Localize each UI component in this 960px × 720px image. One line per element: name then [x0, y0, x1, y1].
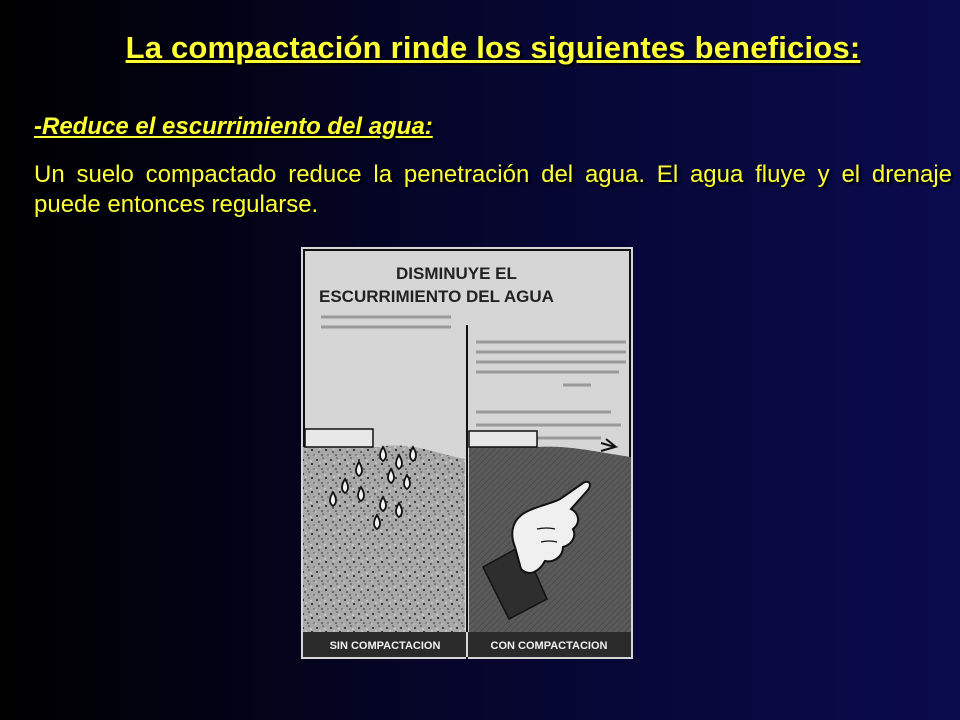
compaction-illustration [301, 247, 633, 659]
uncompacted-soil [303, 446, 465, 632]
illustration-heading-line2: ESCURRIMIENTO DEL AGUA [319, 287, 554, 306]
label-sin-compactacion: SIN COMPACTACION [329, 640, 441, 652]
right-plate [469, 431, 537, 447]
left-plate [305, 429, 373, 447]
body-paragraph: Un suelo compactado reduce la penetración del agua. El agua fluye y el drenaje puede entonces regularse. [34, 161, 952, 218]
label-con-compactacion: CON COMPACTACION [490, 640, 608, 652]
illustration-heading-line1: DISMINUYE EL [396, 264, 517, 283]
section-subtitle: -Reduce el escurrimiento del agua: [34, 113, 433, 140]
slide-title: La compactación rinde los siguientes beneficios: [125, 30, 861, 65]
